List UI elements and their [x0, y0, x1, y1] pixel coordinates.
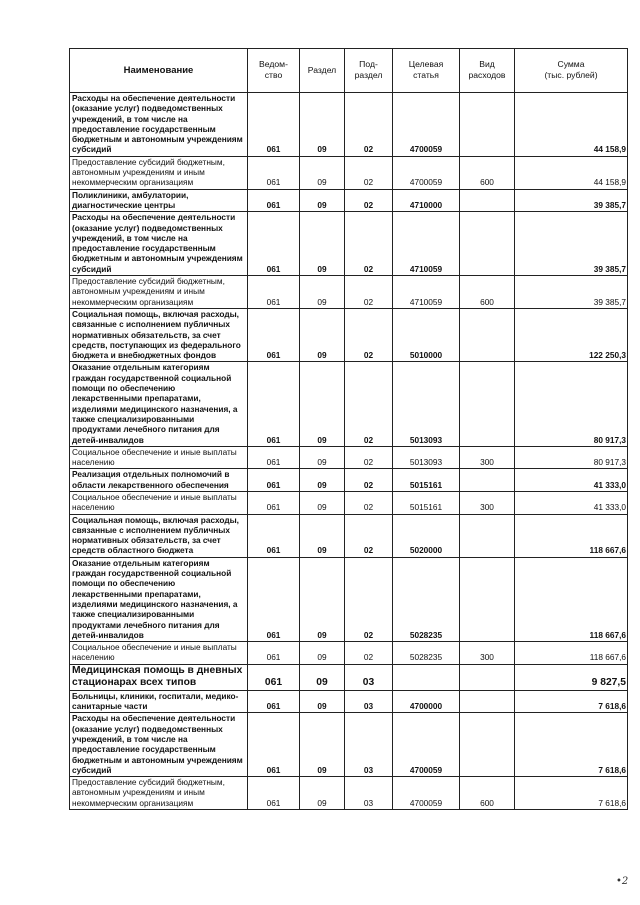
row-sum: 122 250,3 [515, 308, 628, 361]
row-section: 09 [300, 156, 345, 189]
table-row [70, 664, 628, 690]
row-section: 09 [300, 212, 345, 276]
row-dept: 061 [248, 690, 300, 713]
row-dept: 061 [248, 469, 300, 492]
row-subsection: 02 [345, 514, 393, 557]
row-section: 09 [300, 514, 345, 557]
row-sum: 44 158,9 [515, 93, 628, 157]
row-section: 09 [300, 642, 345, 665]
row-subsection: 02 [345, 308, 393, 361]
row-target: 4700000 [393, 690, 460, 713]
row-sum: 39 385,7 [515, 189, 628, 212]
row-subsection: 02 [345, 491, 393, 514]
table-row [70, 189, 628, 212]
row-target: 5010000 [393, 308, 460, 361]
row-name: Социальная помощь, включая расходы, связанные с исполнением публичных нормативных обязательств, за счет средств областного бюджета [70, 514, 248, 557]
row-dept: 061 [248, 777, 300, 810]
table-row [70, 276, 628, 309]
table-row [70, 469, 628, 492]
row-target: 5028235 [393, 557, 460, 641]
row-sum: 44 158,9 [515, 156, 628, 189]
row-sum: 7 618,6 [515, 713, 628, 777]
row-expense-type: 300 [460, 642, 515, 665]
row-target: 4700059 [393, 156, 460, 189]
table-row [70, 93, 628, 157]
row-expense-type [460, 362, 515, 446]
row-section: 09 [300, 491, 345, 514]
row-dept: 061 [248, 642, 300, 665]
row-sum: 80 917,3 [515, 446, 628, 469]
row-subsection: 02 [345, 276, 393, 309]
row-name: Расходы на обеспечение деятельности (оказание услуг) подведомственных учреждений, в том числе на предоставление государственным бюджетным и автономным учреждениям субсидий [70, 93, 248, 157]
header-expense-type: Вид расходов [460, 49, 515, 93]
row-name: Реализация отдельных полномочий в области лекарственного обеспечения [70, 469, 248, 492]
row-expense-type: 300 [460, 446, 515, 469]
header-subsection: Под- раздел [345, 49, 393, 93]
header-name: Наименование [70, 49, 248, 93]
row-name: Оказание отдельным категориям граждан государственной социальной помощи по обеспечению лекарственными препаратами, изделиями медицинского назначения, а также специализированными продуктами лечебного питания для детей-инвалидов [70, 362, 248, 446]
row-sum: 118 667,6 [515, 557, 628, 641]
row-subsection: 02 [345, 469, 393, 492]
row-subsection: 02 [345, 93, 393, 157]
row-section: 09 [300, 362, 345, 446]
row-sum: 39 385,7 [515, 276, 628, 309]
row-expense-type [460, 189, 515, 212]
row-name: Социальное обеспечение и иные выплаты населению [70, 491, 248, 514]
row-subsection: 03 [345, 664, 393, 690]
table-row [70, 156, 628, 189]
row-name: Больницы, клиники, госпитали, медико-санитарные части [70, 690, 248, 713]
row-dept: 061 [248, 491, 300, 514]
table-row [70, 212, 628, 276]
header-sum: Сумма (тыс. рублей) [515, 49, 628, 93]
table-row [70, 446, 628, 469]
row-subsection: 02 [345, 446, 393, 469]
row-name: Поликлиники, амбулатории, диагностические центры [70, 189, 248, 212]
row-subsection: 03 [345, 777, 393, 810]
row-expense-type [460, 93, 515, 157]
row-expense-type [460, 557, 515, 641]
row-dept: 061 [248, 308, 300, 361]
table-row [70, 514, 628, 557]
row-name: Оказание отдельным категориям граждан государственной социальной помощи по обеспечению лекарственными препаратами, изделиями медицинского назначения, а также специализированными продуктами лечебного питания для детей-инвалидов [70, 557, 248, 641]
table-row [70, 362, 628, 446]
row-section: 09 [300, 446, 345, 469]
row-expense-type: 600 [460, 156, 515, 189]
row-subsection: 02 [345, 362, 393, 446]
row-dept: 061 [248, 189, 300, 212]
table-row [70, 557, 628, 641]
table-row [70, 690, 628, 713]
row-dept: 061 [248, 93, 300, 157]
row-sum: 7 618,6 [515, 777, 628, 810]
row-expense-type [460, 514, 515, 557]
row-target: 4700059 [393, 777, 460, 810]
header-dept: Ведом- ство [248, 49, 300, 93]
row-sum: 39 385,7 [515, 212, 628, 276]
row-name: Расходы на обеспечение деятельности (оказание услуг) подведомственных учреждений, в том числе на предоставление государственным бюджетным и автономным учреждениям субсидий [70, 713, 248, 777]
row-sum: 118 667,6 [515, 514, 628, 557]
row-subsection: 03 [345, 690, 393, 713]
row-dept: 061 [248, 276, 300, 309]
row-target: 5015161 [393, 491, 460, 514]
row-name: Предоставление субсидий бюджетным, автономным учреждениям и иным некоммерческим организациям [70, 156, 248, 189]
table-header-row [70, 49, 628, 93]
table-row [70, 491, 628, 514]
row-section: 09 [300, 713, 345, 777]
row-subsection: 02 [345, 189, 393, 212]
row-section: 09 [300, 664, 345, 690]
row-sum: 7 618,6 [515, 690, 628, 713]
row-sum: 41 333,0 [515, 469, 628, 492]
row-dept: 061 [248, 557, 300, 641]
row-name: Медицинская помощь в дневных стационарах всех типов [70, 664, 248, 690]
header-target: Целевая статья [393, 49, 460, 93]
row-dept: 061 [248, 212, 300, 276]
row-expense-type [460, 690, 515, 713]
row-expense-type [460, 308, 515, 361]
row-dept: 061 [248, 514, 300, 557]
row-subsection: 02 [345, 156, 393, 189]
budget-table [69, 48, 628, 810]
row-dept: 061 [248, 446, 300, 469]
row-section: 09 [300, 690, 345, 713]
row-section: 09 [300, 93, 345, 157]
row-name: Предоставление субсидий бюджетным, автономным учреждениям и иным некоммерческим организациям [70, 276, 248, 309]
table-row [70, 713, 628, 777]
row-name: Социальная помощь, включая расходы, связанные с исполнением публичных нормативных обязательств, за счет средств, поступающих из федерального бюджета и внебюджетных фондов [70, 308, 248, 361]
row-target: 4700059 [393, 93, 460, 157]
table-row [70, 308, 628, 361]
row-subsection: 02 [345, 212, 393, 276]
header-section: Раздел [300, 49, 345, 93]
row-dept: 061 [248, 664, 300, 690]
row-section: 09 [300, 557, 345, 641]
row-name: Социальное обеспечение и иные выплаты населению [70, 642, 248, 665]
table-row [70, 642, 628, 665]
row-name: Социальное обеспечение и иные выплаты населению [70, 446, 248, 469]
row-expense-type: 300 [460, 491, 515, 514]
row-section: 09 [300, 308, 345, 361]
row-section: 09 [300, 469, 345, 492]
row-subsection: 02 [345, 557, 393, 641]
row-target: 5013093 [393, 446, 460, 469]
row-dept: 061 [248, 713, 300, 777]
row-target: 5020000 [393, 514, 460, 557]
row-expense-type [460, 469, 515, 492]
page-mark: •2 [616, 876, 629, 887]
row-target: 5015161 [393, 469, 460, 492]
row-target: 4700059 [393, 713, 460, 777]
row-sum: 41 333,0 [515, 491, 628, 514]
row-target: 4710059 [393, 276, 460, 309]
row-subsection: 03 [345, 713, 393, 777]
row-dept: 061 [248, 156, 300, 189]
row-target: 5028235 [393, 642, 460, 665]
row-expense-type: 600 [460, 276, 515, 309]
row-sum: 80 917,3 [515, 362, 628, 446]
row-expense-type: 600 [460, 777, 515, 810]
row-section: 09 [300, 189, 345, 212]
row-expense-type [460, 713, 515, 777]
row-target: 4710000 [393, 189, 460, 212]
table-body [70, 93, 628, 810]
row-target: 5013093 [393, 362, 460, 446]
table-row [70, 777, 628, 810]
row-section: 09 [300, 276, 345, 309]
row-name: Предоставление субсидий бюджетным, автономным учреждениям и иным некоммерческим организациям [70, 777, 248, 810]
row-sum: 118 667,6 [515, 642, 628, 665]
row-subsection: 02 [345, 642, 393, 665]
row-sum: 9 827,5 [515, 664, 628, 690]
row-section: 09 [300, 777, 345, 810]
row-target [393, 664, 460, 690]
row-expense-type [460, 664, 515, 690]
row-target: 4710059 [393, 212, 460, 276]
row-name: Расходы на обеспечение деятельности (оказание услуг) подведомственных учреждений, в том числе на предоставление государственным бюджетным и автономным учреждениям субсидий [70, 212, 248, 276]
row-dept: 061 [248, 362, 300, 446]
row-expense-type [460, 212, 515, 276]
